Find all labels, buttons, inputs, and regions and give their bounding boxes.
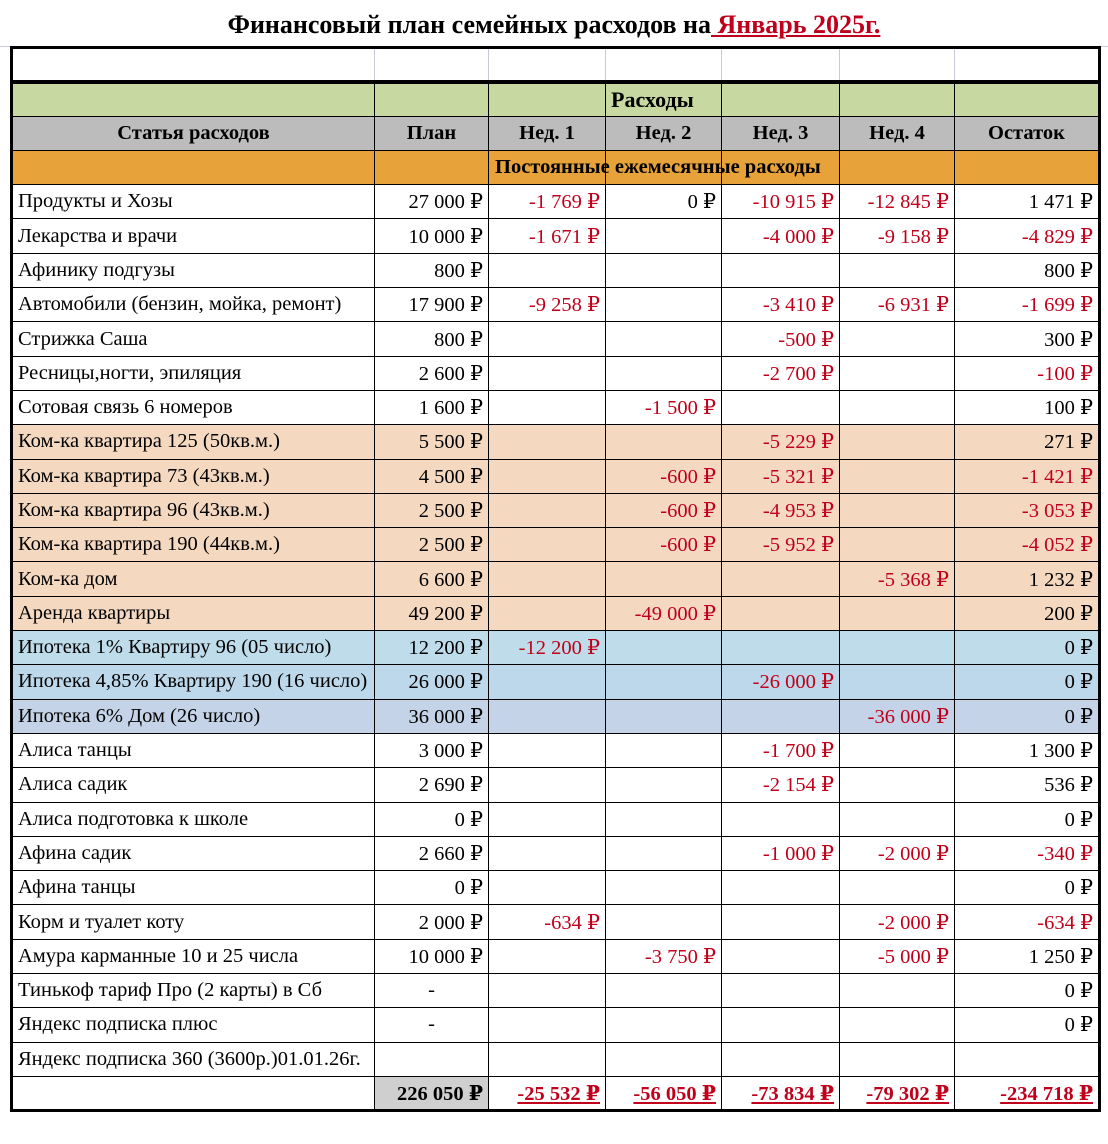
expense-item-name[interactable]: Афинику подгузы	[12, 253, 375, 287]
week-cell[interactable]: -12 845 ₽	[840, 185, 955, 219]
week-cell[interactable]	[722, 562, 840, 596]
remainder-cell[interactable]: 300 ₽	[955, 322, 1100, 356]
expense-row	[12, 390, 1100, 424]
plan-cell[interactable]: 10 000 ₽	[375, 219, 489, 253]
week-cell[interactable]	[606, 253, 722, 287]
expense-row	[12, 733, 1100, 767]
remainder-cell[interactable]: -1 421 ₽	[955, 459, 1100, 493]
week-cell[interactable]	[840, 974, 955, 1008]
week-cell[interactable]	[840, 871, 955, 905]
week-cell[interactable]	[840, 356, 955, 390]
remainder-cell[interactable]: -634 ₽	[955, 905, 1100, 939]
week-cell[interactable]	[722, 905, 840, 939]
section-row	[12, 150, 1100, 184]
week-cell[interactable]	[840, 1042, 955, 1076]
week-cell[interactable]: -5 000 ₽	[840, 939, 955, 973]
total-week[interactable]: -73 834 ₽	[722, 1076, 840, 1110]
week-cell[interactable]: -9 158 ₽	[840, 219, 955, 253]
plan-cell[interactable]: 49 200 ₽	[375, 596, 489, 630]
remainder-cell[interactable]: 1 300 ₽	[955, 733, 1100, 767]
column-header-week-3[interactable]: Нед. 3	[722, 116, 840, 150]
week-cell[interactable]	[489, 528, 606, 562]
week-cell[interactable]	[722, 390, 840, 424]
expense-item-name[interactable]: Аренда квартиры	[12, 596, 375, 630]
week-cell[interactable]: 0 ₽	[606, 185, 722, 219]
plan-cell[interactable]: 4 500 ₽	[375, 459, 489, 493]
week-cell[interactable]: -4 000 ₽	[722, 219, 840, 253]
week-cell[interactable]	[722, 631, 840, 665]
total-remainder[interactable]: -234 718 ₽	[955, 1076, 1100, 1110]
total-label-cell[interactable]	[12, 1076, 375, 1110]
plan-cell[interactable]: 2 600 ₽	[375, 356, 489, 390]
column-header-week-1[interactable]: Нед. 1	[489, 116, 606, 150]
week-cell[interactable]: -26 000 ₽	[722, 665, 840, 699]
plan-cell[interactable]: 26 000 ₽	[375, 665, 489, 699]
week-cell[interactable]	[840, 802, 955, 836]
remainder-cell[interactable]: -1 699 ₽	[955, 288, 1100, 322]
expense-item-name[interactable]: Ком-ка квартира 125 (50кв.м.)	[12, 425, 375, 459]
week-cell[interactable]: -2 000 ₽	[840, 836, 955, 870]
expense-item-name[interactable]: Ипотека 1% Квартиру 96 (05 число)	[12, 631, 375, 665]
expense-row	[12, 699, 1100, 733]
remainder-cell[interactable]: 0 ₽	[955, 974, 1100, 1008]
expense-row	[12, 1008, 1100, 1042]
week-cell[interactable]	[722, 596, 840, 630]
week-cell[interactable]	[722, 699, 840, 733]
week-cell[interactable]	[606, 1008, 722, 1042]
week-cell[interactable]	[606, 974, 722, 1008]
week-cell[interactable]: -1 500 ₽	[606, 390, 722, 424]
week-cell[interactable]	[606, 768, 722, 802]
expense-item-name[interactable]: Афина танцы	[12, 871, 375, 905]
expense-row	[12, 219, 1100, 253]
expenses-header-row	[12, 82, 1100, 116]
remainder-cell[interactable]: 0 ₽	[955, 802, 1100, 836]
week-cell[interactable]	[606, 562, 722, 596]
expense-row	[12, 665, 1100, 699]
expense-item-name[interactable]: Тинькоф тариф Про (2 карты) в Сб	[12, 974, 375, 1008]
week-cell[interactable]	[606, 1042, 722, 1076]
expense-item-name[interactable]: Ком-ка дом	[12, 562, 375, 596]
expense-row	[12, 253, 1100, 287]
week-cell[interactable]	[606, 699, 722, 733]
expense-row	[12, 905, 1100, 939]
week-cell[interactable]	[840, 459, 955, 493]
week-cell[interactable]	[489, 665, 606, 699]
column-header-plan[interactable]: План	[375, 116, 489, 150]
week-cell[interactable]	[840, 631, 955, 665]
expense-item-name[interactable]: Корм и туалет коту	[12, 905, 375, 939]
expense-row	[12, 974, 1100, 1008]
week-cell[interactable]: -5 368 ₽	[840, 562, 955, 596]
week-cell[interactable]: -500 ₽	[722, 322, 840, 356]
week-cell[interactable]	[722, 974, 840, 1008]
week-cell[interactable]	[606, 802, 722, 836]
remainder-cell[interactable]: 800 ₽	[955, 253, 1100, 287]
column-header-remainder[interactable]: Остаток	[955, 116, 1100, 150]
remainder-cell[interactable]: 0 ₽	[955, 699, 1100, 733]
remainder-cell[interactable]: 0 ₽	[955, 1008, 1100, 1042]
plan-cell[interactable]: 3 000 ₽	[375, 733, 489, 767]
expense-item-name[interactable]: Ком-ка квартира 73 (43кв.м.)	[12, 459, 375, 493]
title-month: Январь 2025г.	[711, 10, 881, 39]
plan-cell[interactable]: 12 200 ₽	[375, 631, 489, 665]
plan-cell[interactable]: 2 000 ₽	[375, 905, 489, 939]
plan-cell[interactable]: 6 600 ₽	[375, 562, 489, 596]
expense-item-name[interactable]: Алиса подготовка к школе	[12, 802, 375, 836]
week-cell[interactable]	[489, 596, 606, 630]
week-cell[interactable]: -600 ₽	[606, 459, 722, 493]
expense-row	[12, 425, 1100, 459]
week-cell[interactable]	[489, 699, 606, 733]
week-cell[interactable]	[489, 390, 606, 424]
remainder-cell[interactable]: 1 232 ₽	[955, 562, 1100, 596]
expense-item-name[interactable]: Ресницы,ногти, эпиляция	[12, 356, 375, 390]
expense-row	[12, 631, 1100, 665]
plan-cell[interactable]: 1 600 ₽	[375, 390, 489, 424]
week-cell[interactable]: -5 321 ₽	[722, 459, 840, 493]
expense-item-name[interactable]: Стрижка Саша	[12, 322, 375, 356]
week-cell[interactable]	[606, 288, 722, 322]
week-cell[interactable]	[489, 802, 606, 836]
expense-row	[12, 871, 1100, 905]
expense-item-name[interactable]: Продукты и Хозы	[12, 185, 375, 219]
total-week[interactable]: -56 050 ₽	[606, 1076, 722, 1110]
week-cell[interactable]: -634 ₽	[489, 905, 606, 939]
remainder-cell[interactable]: 0 ₽	[955, 871, 1100, 905]
expense-item-name[interactable]: Сотовая связь 6 номеров	[12, 390, 375, 424]
section-label: Постоянные ежемесячные расходы	[495, 155, 821, 178]
expense-item-name[interactable]: Ипотека 4,85% Квартиру 190 (16 число)	[12, 665, 375, 699]
week-cell[interactable]	[489, 836, 606, 870]
remainder-cell[interactable]: 0 ₽	[955, 665, 1100, 699]
week-cell[interactable]	[606, 871, 722, 905]
plan-cell[interactable]: 5 500 ₽	[375, 425, 489, 459]
expense-item-name[interactable]: Алиса танцы	[12, 733, 375, 767]
expense-item-name[interactable]: Афина садик	[12, 836, 375, 870]
week-cell[interactable]	[489, 1008, 606, 1042]
week-cell[interactable]: -3 750 ₽	[606, 939, 722, 973]
totals-row	[12, 1076, 1100, 1110]
expense-item-name[interactable]: Амура карманные 10 и 25 числа	[12, 939, 375, 973]
expense-row	[12, 1042, 1100, 1076]
week-cell[interactable]	[722, 1008, 840, 1042]
week-cell[interactable]	[606, 322, 722, 356]
week-cell[interactable]	[606, 425, 722, 459]
title-prefix: Финансовый план семейных расходов на	[227, 10, 711, 39]
week-cell[interactable]	[722, 1042, 840, 1076]
week-cell[interactable]: -3 410 ₽	[722, 288, 840, 322]
week-cell[interactable]: -1 000 ₽	[722, 836, 840, 870]
remainder-cell[interactable]: -4 052 ₽	[955, 528, 1100, 562]
expense-row	[12, 768, 1100, 802]
plan-cell[interactable]: 800 ₽	[375, 322, 489, 356]
week-cell[interactable]	[606, 905, 722, 939]
remainder-cell[interactable]: -340 ₽	[955, 836, 1100, 870]
plan-cell[interactable]: 2 500 ₽	[375, 528, 489, 562]
week-cell[interactable]	[840, 425, 955, 459]
expense-row	[12, 288, 1100, 322]
plan-cell[interactable]: 0 ₽	[375, 802, 489, 836]
plan-cell[interactable]	[375, 1042, 489, 1076]
column-header-week-4[interactable]: Нед. 4	[840, 116, 955, 150]
week-cell[interactable]	[606, 631, 722, 665]
blank-row	[12, 48, 1100, 82]
week-cell[interactable]: -2 700 ₽	[722, 356, 840, 390]
week-cell[interactable]: -1 700 ₽	[722, 733, 840, 767]
week-cell[interactable]	[489, 871, 606, 905]
week-cell[interactable]	[489, 974, 606, 1008]
week-cell[interactable]	[489, 425, 606, 459]
week-cell[interactable]: -12 200 ₽	[489, 631, 606, 665]
week-cell[interactable]	[840, 733, 955, 767]
remainder-cell[interactable]: 271 ₽	[955, 425, 1100, 459]
week-cell[interactable]	[606, 219, 722, 253]
week-cell[interactable]: -1 769 ₽	[489, 185, 606, 219]
expense-row	[12, 322, 1100, 356]
column-header-item[interactable]: Статья расходов	[12, 116, 375, 150]
expense-row	[12, 356, 1100, 390]
week-cell[interactable]: -5 952 ₽	[722, 528, 840, 562]
expenses-label: Расходы	[611, 86, 694, 112]
week-cell[interactable]: -10 915 ₽	[722, 185, 840, 219]
week-cell[interactable]	[489, 1042, 606, 1076]
expense-row	[12, 802, 1100, 836]
expense-item-name[interactable]: Яндекс подписка 360 (3600р.)01.01.26г.	[12, 1042, 375, 1076]
week-cell[interactable]: -600 ₽	[606, 493, 722, 527]
expense-table	[10, 46, 1101, 1112]
total-week[interactable]: -79 302 ₽	[840, 1076, 955, 1110]
week-cell[interactable]: -600 ₽	[606, 528, 722, 562]
expense-item-name[interactable]: Ком-ка квартира 96 (43кв.м.)	[12, 493, 375, 527]
week-cell[interactable]	[840, 390, 955, 424]
plan-cell[interactable]: 10 000 ₽	[375, 939, 489, 973]
column-header-week-2[interactable]: Нед. 2	[606, 116, 722, 150]
week-cell[interactable]	[722, 939, 840, 973]
week-cell[interactable]	[489, 768, 606, 802]
week-cell[interactable]: -5 229 ₽	[722, 425, 840, 459]
plan-cell[interactable]: 2 690 ₽	[375, 768, 489, 802]
plan-cell[interactable]: 0 ₽	[375, 871, 489, 905]
remainder-cell[interactable]: 1 471 ₽	[955, 185, 1100, 219]
plan-cell[interactable]: -	[375, 974, 489, 1008]
week-cell[interactable]	[840, 1008, 955, 1042]
remainder-cell[interactable]: -3 053 ₽	[955, 493, 1100, 527]
expense-row	[12, 528, 1100, 562]
week-cell[interactable]	[489, 253, 606, 287]
week-cell[interactable]	[489, 459, 606, 493]
remainder-cell[interactable]: 536 ₽	[955, 768, 1100, 802]
expense-item-name[interactable]: Ипотека 6% Дом (26 число)	[12, 699, 375, 733]
week-cell[interactable]	[606, 836, 722, 870]
expense-row	[12, 836, 1100, 870]
week-cell[interactable]	[722, 802, 840, 836]
expense-item-name[interactable]: Автомобили (бензин, мойка, ремонт)	[12, 288, 375, 322]
plan-cell[interactable]: 2 660 ₽	[375, 836, 489, 870]
expense-row	[12, 493, 1100, 527]
week-cell[interactable]: -1 671 ₽	[489, 219, 606, 253]
week-cell[interactable]	[840, 322, 955, 356]
week-cell[interactable]	[489, 733, 606, 767]
week-cell[interactable]	[722, 871, 840, 905]
week-cell[interactable]	[840, 493, 955, 527]
remainder-cell[interactable]: 0 ₽	[955, 631, 1100, 665]
remainder-cell[interactable]: 100 ₽	[955, 390, 1100, 424]
expense-item-name[interactable]: Лекарства и врачи	[12, 219, 375, 253]
expense-row	[12, 596, 1100, 630]
total-week[interactable]: -25 532 ₽	[489, 1076, 606, 1110]
total-plan[interactable]: 226 050 ₽	[375, 1076, 489, 1110]
week-cell[interactable]: -9 258 ₽	[489, 288, 606, 322]
week-cell[interactable]	[489, 322, 606, 356]
expense-row	[12, 939, 1100, 973]
remainder-cell[interactable]: -100 ₽	[955, 356, 1100, 390]
week-cell[interactable]	[840, 253, 955, 287]
week-cell[interactable]	[606, 733, 722, 767]
expense-item-name[interactable]: Алиса садик	[12, 768, 375, 802]
expense-item-name[interactable]: Яндекс подписка плюс	[12, 1008, 375, 1042]
week-cell[interactable]	[840, 665, 955, 699]
plan-cell[interactable]: 17 900 ₽	[375, 288, 489, 322]
remainder-cell[interactable]	[955, 1042, 1100, 1076]
week-cell[interactable]	[489, 493, 606, 527]
expense-item-name[interactable]: Ком-ка квартира 190 (44кв.м.)	[12, 528, 375, 562]
week-cell[interactable]: -6 931 ₽	[840, 288, 955, 322]
expense-row	[12, 459, 1100, 493]
remainder-cell[interactable]: 200 ₽	[955, 596, 1100, 630]
column-header-row	[12, 116, 1100, 150]
remainder-cell[interactable]: 1 250 ₽	[955, 939, 1100, 973]
week-cell[interactable]	[722, 253, 840, 287]
plan-cell[interactable]: 800 ₽	[375, 253, 489, 287]
remainder-cell[interactable]: -4 829 ₽	[955, 219, 1100, 253]
plan-cell[interactable]: -	[375, 1008, 489, 1042]
week-cell[interactable]	[606, 356, 722, 390]
plan-cell[interactable]: 36 000 ₽	[375, 699, 489, 733]
week-cell[interactable]: -2 154 ₽	[722, 768, 840, 802]
page-title	[0, 0, 1108, 47]
week-cell[interactable]: -49 000 ₽	[606, 596, 722, 630]
week-cell[interactable]: -36 000 ₽	[840, 699, 955, 733]
week-cell[interactable]	[489, 356, 606, 390]
expense-row	[12, 562, 1100, 596]
week-cell[interactable]	[840, 768, 955, 802]
week-cell[interactable]: -2 000 ₽	[840, 905, 955, 939]
week-cell[interactable]	[840, 528, 955, 562]
week-cell[interactable]	[489, 939, 606, 973]
week-cell[interactable]	[840, 596, 955, 630]
plan-cell[interactable]: 2 500 ₽	[375, 493, 489, 527]
week-cell[interactable]	[606, 665, 722, 699]
expense-row	[12, 185, 1100, 219]
week-cell[interactable]: -4 953 ₽	[722, 493, 840, 527]
plan-cell[interactable]: 27 000 ₽	[375, 185, 489, 219]
week-cell[interactable]	[489, 562, 606, 596]
